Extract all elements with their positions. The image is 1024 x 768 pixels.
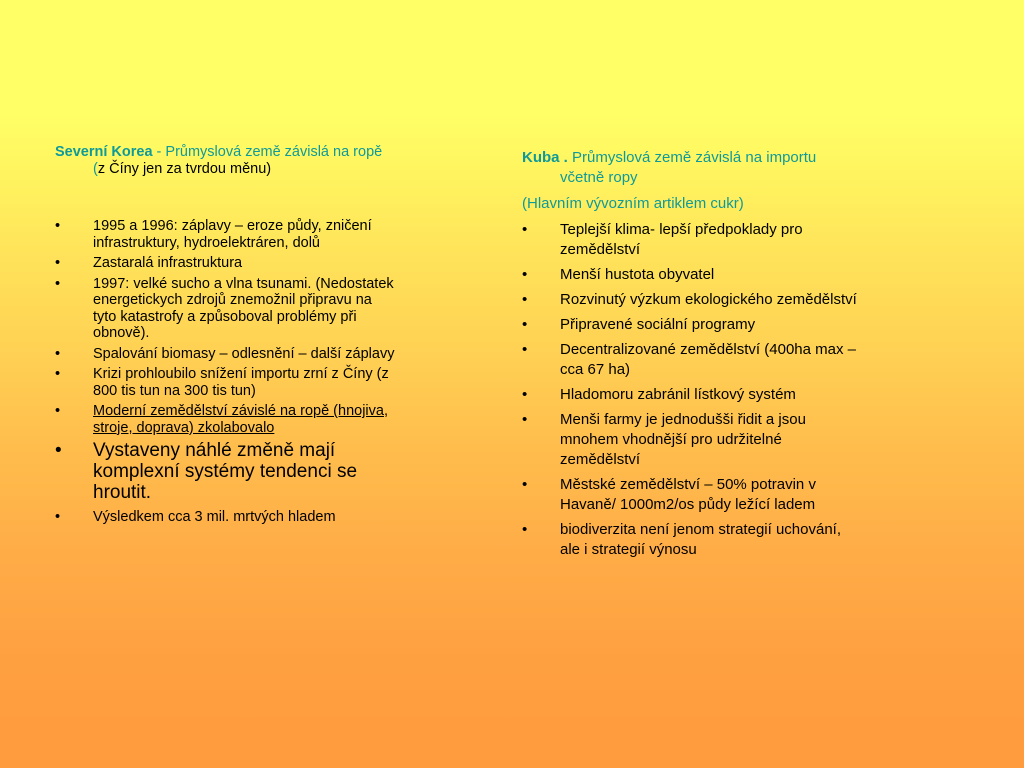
cuba-subheading: (Hlavním vývozním artiklem cukr) [522, 195, 744, 212]
list-item [522, 290, 862, 310]
list-item-link-text[interactable]: Moderní zemědělství závislé na ropě (hnojiva, stroje, doprava) zkolabovalo [93, 403, 388, 436]
list-item-text: Městské zemědělství – 50% potravin v Havaně/ 1000m2/os půdy ležící ladem [560, 476, 816, 513]
north-korea-heading [55, 144, 395, 177]
list-item-text: Spalování biomasy – odlesnění – další záplavy [93, 345, 395, 362]
north-korea-heading-bold: Severní Korea [55, 144, 153, 160]
list-item [522, 315, 862, 335]
list-item-text: Hladomoru zabránil lístkový systém [560, 386, 796, 403]
list-item-emphasis [55, 440, 395, 503]
bullet-icon: • [522, 316, 528, 333]
bullet-icon: • [522, 266, 528, 283]
bullet-icon: • [55, 366, 61, 382]
list-item [55, 276, 395, 342]
bullet-icon: • [522, 341, 528, 358]
list-item-text: 1995 a 1996: záplavy – eroze půdy, zničení infrastruktury, hydroelektráren, dolů [93, 218, 372, 251]
bullet-icon: • [522, 521, 528, 538]
north-korea-bullet-list [55, 218, 395, 526]
bullet-icon: • [55, 345, 61, 362]
bullet-icon: • [522, 411, 528, 428]
list-item-text: 1997: velké sucho a vlna tsunami. (Nedostatek energetickych zdrojů znemožnil připravu na tyto katastrofy a způsoboval problémy při obnově). [93, 275, 394, 341]
list-item [55, 509, 395, 526]
list-item [55, 218, 395, 251]
bullet-icon: • [522, 221, 528, 238]
list-item-text: Výsledkem cca 3 mil. mrtvých hladem [93, 509, 336, 525]
list-item [522, 340, 862, 380]
north-korea-column [55, 144, 395, 530]
list-item-text: Teplejší klima- lepší předpoklady pro zemědělství [560, 221, 803, 258]
bullet-icon: • [55, 440, 62, 461]
bullet-icon: • [522, 291, 528, 308]
north-korea-heading-black: z Číny jen za tvrdou měnu) [97, 160, 272, 177]
bullet-icon: • [55, 509, 61, 525]
list-item [522, 265, 862, 285]
cuba-heading-bold: Kuba . [522, 149, 568, 166]
list-item-text: Vystaveny náhlé změně mají komplexní systémy tendenci se hroutit. [93, 440, 358, 503]
cuba-heading [522, 148, 862, 188]
list-item-text: Menší hustota obyvatel [560, 266, 715, 283]
list-item-text: Připravené sociální programy [560, 316, 756, 333]
list-item [522, 220, 862, 260]
cuba-heading-teal: Průmyslová země závislá na importu včetně ropy [560, 149, 817, 186]
cuba-bullet-list [522, 220, 862, 560]
list-item [522, 385, 862, 405]
list-item [522, 475, 862, 515]
list-item-link[interactable] [55, 403, 395, 436]
list-item [522, 410, 862, 470]
bullet-icon: • [55, 255, 61, 271]
cuba-column [522, 148, 862, 565]
bullet-icon: • [522, 386, 528, 403]
list-item [522, 520, 862, 560]
bullet-icon: • [55, 403, 61, 419]
list-item-text: Decentralizované zemědělství (400ha max – cca 67 ha) [560, 341, 856, 378]
bullet-icon: • [522, 476, 528, 493]
bullet-icon: • [55, 275, 61, 292]
list-item-text: biodiverzita není jenom strategií uchování, ale i strategií výnosu [560, 521, 841, 558]
north-korea-heading-teal: - Průmyslová země závislá na ropě ( [93, 144, 383, 177]
list-item [55, 366, 395, 399]
list-item [55, 346, 395, 363]
list-item-text: Rozvinutý výzkum ekologického zemědělství [560, 291, 857, 308]
list-item-text: Menši farmy je jednodušši řidit a jsou mnohem vhodnější pro udržitelné zemědělství [560, 411, 806, 468]
bullet-icon: • [55, 218, 61, 234]
list-item [55, 255, 395, 272]
list-item-text: Zastaralá infrastruktura [93, 255, 243, 271]
list-item-text: Krizi prohloubilo snížení importu zrní z Číny (z 800 tis tun na 300 tis tun) [93, 366, 389, 399]
